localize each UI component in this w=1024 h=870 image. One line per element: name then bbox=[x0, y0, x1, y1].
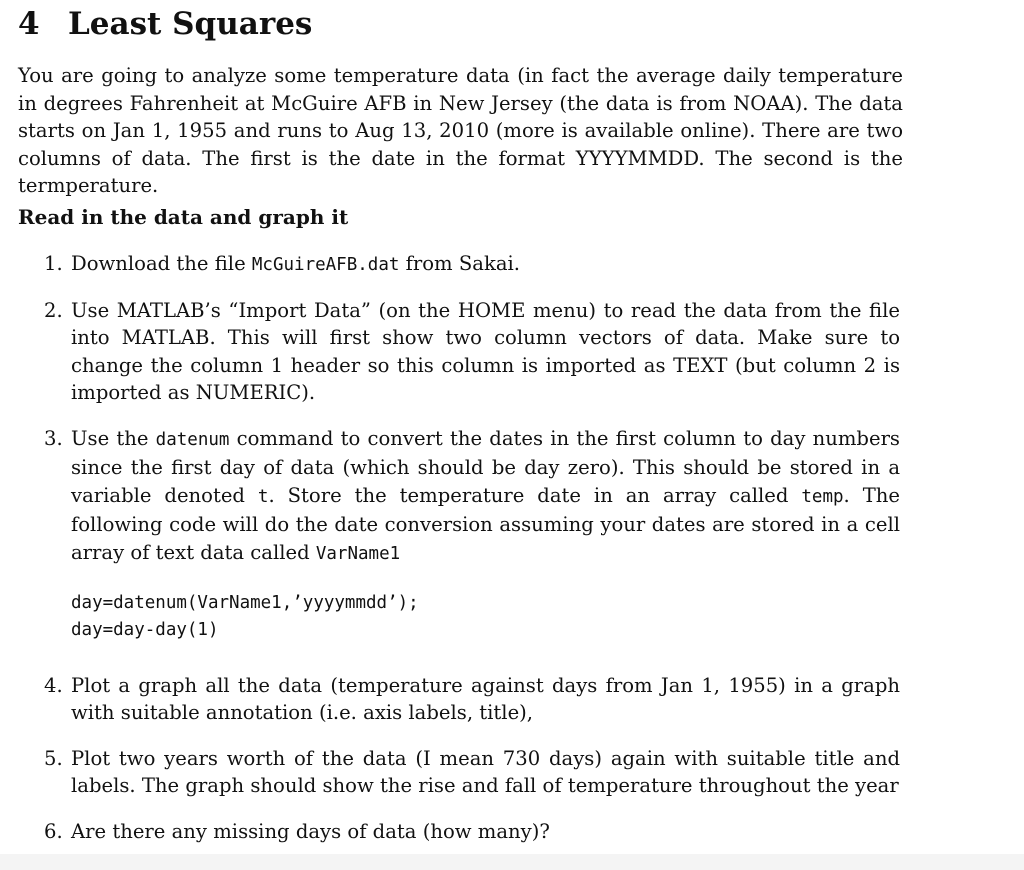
list-item-text: Are there any missing days of data (how many)? bbox=[71, 820, 550, 843]
list-item-paragraph bbox=[71, 425, 900, 568]
list-item-number: 1. bbox=[44, 252, 63, 275]
inline-code: datenum bbox=[155, 430, 230, 450]
code-line: day=datenum(VarName1,’yyyymmdd’); bbox=[71, 593, 419, 614]
list-item-number: 2. bbox=[44, 299, 63, 322]
list-item-text: Plot a graph all the data (temperature against days from Jan 1, 1955) in a graph with suitable annotation (i.e. axis labels, title), bbox=[71, 674, 900, 725]
list-item-2 bbox=[44, 297, 900, 407]
text-span: command to convert the dates in the first column to day numbers since the first day of data (which should be day zero). This should be stored in a variable denoted bbox=[71, 427, 900, 507]
text-span: . Store the temperature date in an array called bbox=[268, 483, 802, 507]
list-item-text: Plot two years worth of the data (I mean 730 days) again with suitable title and labels. The graph should show the rise and fall of temperature throughout the year bbox=[71, 747, 900, 798]
inline-code: t bbox=[257, 486, 269, 507]
list-item-5 bbox=[44, 745, 900, 800]
list-item-text bbox=[71, 250, 900, 279]
list-item-3 bbox=[44, 425, 900, 645]
text-span: Download the file bbox=[71, 252, 252, 275]
subsection-heading: Read in the data and graph it bbox=[18, 205, 349, 229]
list-item-number: 5. bbox=[44, 747, 63, 770]
list-item-text bbox=[71, 425, 900, 645]
filename-code: McGuireAFB.dat bbox=[251, 255, 400, 275]
inline-code: temp bbox=[801, 486, 844, 507]
code-line: day=day-day(1) bbox=[71, 620, 219, 641]
list-item-text: Use MATLAB’s “Import Data” (on the HOME menu) to read the data from the file into MATLAB. This will first show two column vectors of data. Make sure to change the column 1 header so this column is imported as TEXT (but column 2 is imported as NUMERIC). bbox=[71, 299, 900, 405]
list-item-1 bbox=[44, 250, 900, 279]
text-span: from Sakai. bbox=[399, 252, 521, 275]
list-item-number: 6. bbox=[44, 820, 63, 843]
text-span: Use the bbox=[71, 427, 156, 450]
list-item-4 bbox=[44, 672, 900, 727]
page-bottom-edge bbox=[0, 854, 1024, 870]
code-block bbox=[71, 590, 900, 645]
list-item-6 bbox=[44, 818, 900, 845]
intro-paragraph: You are going to analyze some temperature data (in fact the average daily temperature in degrees Fahrenheit at McGuire AFB in New Jersey (the data is from NOAA). The data starts on Jan 1, 1955 and runs to Aug 13, 2010 (more is available online). There are two columns of data. The first is the date in the format YYYYMMDD. The second is the termperature. bbox=[18, 64, 903, 197]
list-item-number: 3. bbox=[44, 427, 63, 450]
section-title: Least Squares bbox=[68, 6, 313, 42]
section-number: 4 bbox=[18, 6, 40, 42]
text-span: . The following code will do the date conversion assuming your dates are stored in a cell array of text data called bbox=[71, 483, 900, 564]
inline-code: VarName1 bbox=[315, 543, 401, 564]
list-item-number: 4. bbox=[44, 674, 63, 697]
section-heading bbox=[18, 4, 312, 44]
